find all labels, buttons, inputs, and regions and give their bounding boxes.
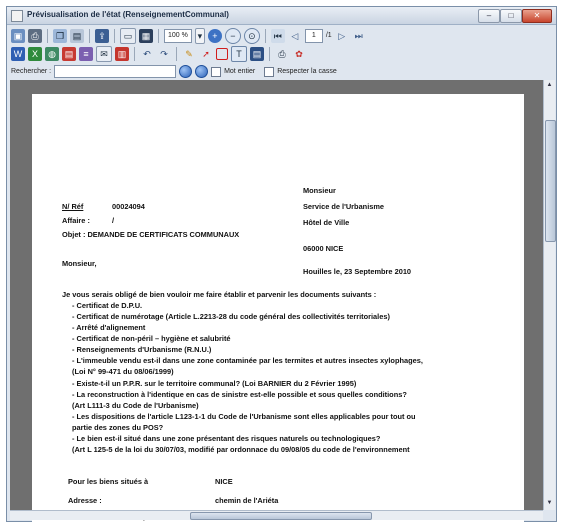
reference-label: N/ Réf — [62, 202, 84, 211]
page-number-input[interactable]: 1 — [305, 29, 323, 43]
horizontal-scrollbar[interactable] — [10, 510, 543, 520]
rectangle-icon[interactable] — [216, 48, 228, 60]
undo-icon[interactable]: ↶ — [143, 48, 151, 59]
match-case-label: Respecter la casse — [277, 68, 337, 75]
word-export-icon[interactable]: W — [11, 47, 25, 61]
toolbar-separator — [269, 47, 270, 61]
fax-icon[interactable]: ▥ — [115, 47, 129, 61]
request-item: (Art L 125-5 de la loi du 30/07/03, modifié par ordonnace du 09/08/05 du code de l'environnement — [72, 445, 410, 454]
preview-window — [6, 6, 557, 522]
toolbar-row-1 — [11, 27, 366, 44]
copy-icon[interactable]: ❐ — [53, 29, 67, 43]
address-label: Adresse : — [68, 496, 102, 505]
window-title: Prévisualisation de l'état (RenseignementCommunal) — [27, 10, 229, 19]
toolbar-separator — [134, 47, 135, 61]
chevron-down-icon[interactable]: ▾ — [195, 28, 205, 44]
page-total: /1 — [325, 32, 332, 39]
toolbar-separator — [114, 29, 115, 43]
request-item: (Art L111-3 du Code de l'Urbanisme) — [72, 401, 199, 410]
scroll-up-icon[interactable]: ▲ — [546, 82, 553, 88]
recipient-line-1: Monsieur — [303, 186, 336, 195]
text-tool-icon[interactable]: T — [231, 46, 247, 62]
multi-page-icon[interactable]: ▦ — [139, 29, 153, 43]
letter-subject: Objet : DEMANDE DE CERTIFICATS COMMUNAUX — [62, 230, 240, 239]
toolbar-separator — [265, 29, 266, 43]
title-bar[interactable] — [7, 7, 556, 25]
xml-export-icon[interactable]: ≡ — [79, 47, 93, 61]
request-item: partie des zones du POS? — [72, 423, 164, 432]
email-icon[interactable]: ✉ — [96, 46, 112, 62]
color-settings-icon[interactable]: ✿ — [295, 48, 303, 59]
request-item: - Certificat de numérotage (Article L.2213-28 du code général des collectivités territoriales) — [72, 312, 390, 321]
search-label: Rechercher : — [11, 68, 52, 75]
last-page-icon[interactable]: ⏭ — [354, 30, 363, 41]
zoom-fit-icon[interactable]: ⊙ — [244, 28, 260, 44]
salutation: Monsieur, — [62, 259, 97, 268]
arrow-icon[interactable]: ➚ — [202, 48, 210, 59]
note-icon[interactable]: ▤ — [250, 47, 264, 61]
pencil-icon[interactable]: ✎ — [185, 48, 193, 59]
request-item: - La reconstruction à l'identique en cas de sinistre est-elle possible et sous quelles conditions? — [72, 390, 407, 399]
single-page-icon[interactable]: ▭ — [120, 28, 136, 44]
search-next-icon[interactable] — [195, 65, 208, 78]
address-value: chemin de l'Ariéta — [215, 496, 279, 505]
zoom-in-icon[interactable]: + — [208, 29, 222, 43]
request-item: - Le bien est-il situé dans une zone présentant des risques naturels ou technologiques? — [72, 434, 381, 443]
request-item: - Renseignements d'Urbanisme (R.N.U.) — [72, 345, 212, 354]
web-export-icon[interactable]: ◍ — [45, 47, 59, 61]
toolbar-row-2 — [11, 45, 306, 62]
export-icon[interactable]: ⇪ — [95, 29, 109, 43]
excel-export-icon[interactable]: X — [28, 47, 42, 61]
letter-date: Houilles le, 23 Septembre 2010 — [303, 267, 412, 276]
printer-settings-icon[interactable]: ⎙ — [278, 48, 286, 59]
vertical-scrollbar[interactable] — [543, 80, 555, 510]
recipient-line-2: Service de l'Urbanisme — [303, 202, 385, 211]
whole-word-checkbox[interactable] — [211, 67, 221, 77]
horizontal-scroll-thumb[interactable] — [190, 512, 372, 520]
search-previous-icon[interactable] — [179, 65, 192, 78]
request-item: - L'immeuble vendu est-il dans une zone contaminée par les termites et autres insectes xylophages, — [72, 356, 423, 365]
print-icon[interactable]: ⎙ — [28, 29, 42, 43]
zoom-select[interactable]: 100 % — [164, 29, 192, 43]
search-input[interactable] — [54, 65, 176, 78]
document-viewport[interactable] — [10, 80, 543, 510]
request-item: (Loi N° 99-471 du 08/06/1999) — [72, 367, 174, 376]
affaire-label: Affaire : — [62, 216, 90, 225]
toolbar-separator — [158, 29, 159, 43]
next-page-icon[interactable]: ▷ — [338, 30, 346, 41]
document-page — [32, 94, 524, 524]
request-item: - Existe-t-il un P.P.R. sur le territoire communal? (Loi BARNIER du 2 Février 1995) — [72, 379, 357, 388]
request-item: - Certificat de D.P.U. — [72, 301, 143, 310]
property-location-value: NICE — [215, 477, 233, 486]
first-page-icon[interactable]: ⏮ — [271, 29, 285, 43]
save-icon[interactable]: ▣ — [11, 29, 25, 43]
minimize-button[interactable]: – — [478, 9, 500, 23]
toolbar-separator — [176, 47, 177, 61]
recipient-line-5: 06000 NICE — [303, 244, 344, 253]
vertical-scroll-thumb[interactable] — [545, 120, 556, 242]
match-case-checkbox[interactable] — [264, 67, 274, 77]
redo-icon[interactable]: ↷ — [160, 48, 168, 59]
request-item: - Les dispositions de l'article L123-1-1 du Code de l'Urbanisme sont elles applicables pour tout ou — [72, 412, 416, 421]
close-button[interactable]: ✕ — [522, 9, 552, 23]
maximize-button[interactable]: □ — [500, 9, 522, 23]
zoom-out-icon[interactable]: − — [225, 28, 241, 44]
whole-word-label: Mot entier — [224, 68, 256, 75]
scroll-down-icon[interactable]: ▼ — [546, 500, 553, 506]
app-icon — [11, 10, 23, 22]
page-setup-icon[interactable]: ▤ — [70, 29, 84, 43]
toolbar-separator — [89, 29, 90, 43]
letter-intro: Je vous serais obligé de bien vouloir me faire établir et parvenir les documents suivants : — [62, 290, 377, 299]
affaire-value: / — [112, 216, 115, 225]
previous-page-icon[interactable]: ◁ — [291, 30, 299, 41]
property-location-label: Pour les biens situés à — [68, 477, 149, 486]
toolbar-separator — [47, 29, 48, 43]
reference-value: 00024094 — [112, 202, 145, 211]
pdf-export-icon[interactable]: ▤ — [62, 47, 76, 61]
request-item: - Certificat de non-péril – hygiène et salubrité — [72, 334, 231, 343]
search-bar — [11, 63, 337, 80]
request-item: - Arrêté d'alignement — [72, 323, 146, 332]
recipient-line-3: Hôtel de Ville — [303, 218, 350, 227]
